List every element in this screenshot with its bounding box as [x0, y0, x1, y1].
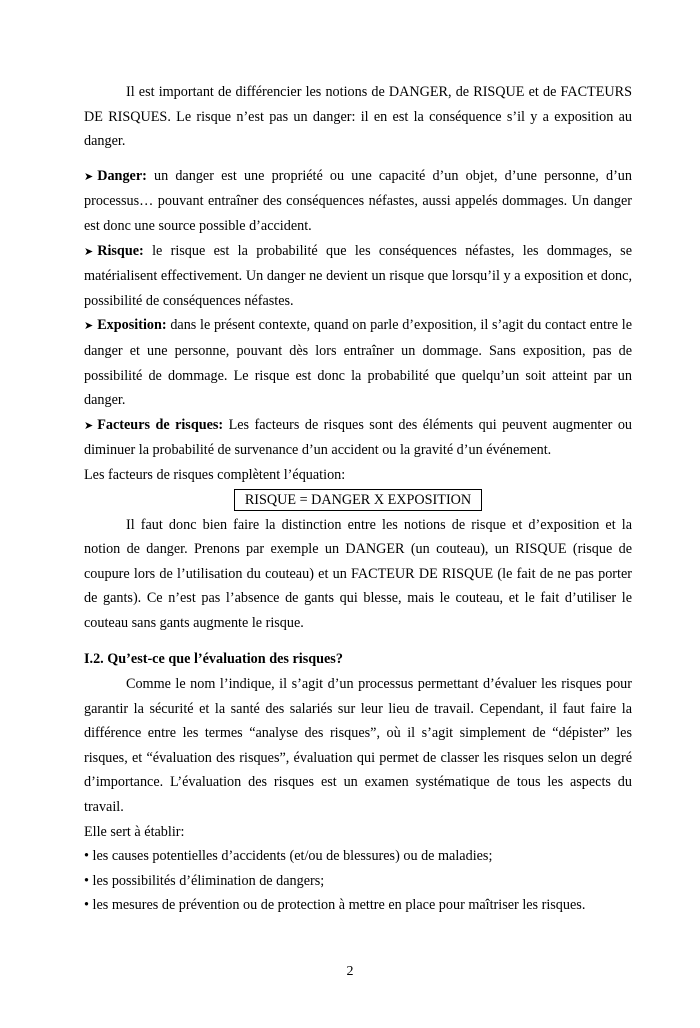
- definition-danger: [84, 164, 632, 239]
- section-paragraph: Comme le nom l’indique, il s’agit d’un processus permettant d’évaluer les risques pour garantir la sécurité et la santé des salariés sur leur lieu de travail. Cependant, il faut faire la différence entre les termes “analyse des risques”, où il s’agit simplement de “dépister” les risques, et “évaluation des risques”, évaluation qui permet de classer les risques selon un degré d’importance. L’évaluation des risques est un examen systématique de tous les aspects du travail.: [84, 676, 632, 816]
- arrow-bullet-icon: ➤: [84, 319, 94, 333]
- section-lead: Elle sert à établir:: [84, 823, 185, 840]
- arrow-bullet-icon: ➤: [84, 244, 94, 258]
- definition-term: Facteurs de risques:: [97, 416, 224, 433]
- equation-box: RISQUE = DANGER X EXPOSITION: [234, 489, 482, 511]
- example-paragraph: Il faut donc bien faire la distinction entre les notions de risque et d’exposition et la notion de danger. Prenons par exemple un DANGER (un couteau), un RISQUE (risque de coupure lors de l’utilisation du couteau) et un FACTEUR DE RISQUE (le fait de ne pas porter de gants). Ce n’est pas l’absence de gants qui blesse, mais le couteau, et le fait d’utiliser le couteau sans gants augmente le risque.: [84, 516, 632, 631]
- bullet-item: • les possibilités d’élimination de dangers;: [84, 872, 325, 889]
- definition-facteurs: [84, 413, 632, 463]
- page-number: 2: [346, 964, 354, 979]
- arrow-bullet-icon: ➤: [84, 169, 94, 183]
- definition-term: Exposition:: [97, 317, 167, 334]
- definition-text: le risque est la probabilité que les conséquences néfastes, les dommages, se matérialisent effectivement. Un danger ne devient un risque que lorsqu’il y a exposition et donc, possibilité de conséquences néfastes.: [84, 242, 633, 309]
- intro-paragraph: Il est important de différencier les notions de DANGER, de RISQUE et de FACTEURS DE RISQUES. Le risque n’est pas un danger: il en est la conséquence s’il y a exposition au danger.: [84, 84, 632, 150]
- section-heading: I.2. Qu’est-ce que l’évaluation des risques?: [84, 651, 343, 668]
- definition-text: un danger est une propriété ou une capacité d’un objet, d’une personne, d’un processus… pouvant entraîner des conséquences néfastes, aussi appelés dommages. Un danger est donc une source possible d’accident.: [84, 167, 632, 234]
- equation-row: [84, 488, 632, 513]
- definition-term: Risque:: [97, 242, 144, 259]
- definition-risque: [84, 239, 632, 314]
- bullet-item: • les causes potentielles d’accidents (et/ou de blessures) ou de maladies;: [84, 848, 493, 865]
- equation-lead: Les facteurs de risques complètent l’équation:: [84, 466, 346, 483]
- definition-text: dans le présent contexte, quand on parle d’exposition, il s’agit du contact entre le danger et une personne, pouvant dès lors entraîner un dommage. Sans exposition, pas de possibilité de dommage. Le risque est donc la probabilité que quelqu’un soit atteint par un danger.: [84, 317, 633, 409]
- page-content: [84, 80, 632, 918]
- definition-exposition: [84, 313, 632, 412]
- definition-term: Danger:: [97, 167, 147, 184]
- definition-text: Les facteurs de risques sont des éléments qui peuvent augmenter ou diminuer la probabilité de survenance d’un accident ou la gravité d’un événement.: [84, 416, 633, 459]
- arrow-bullet-icon: ➤: [84, 418, 94, 432]
- bullet-item: • les mesures de prévention ou de protection à mettre en place pour maîtriser les risques.: [84, 897, 586, 914]
